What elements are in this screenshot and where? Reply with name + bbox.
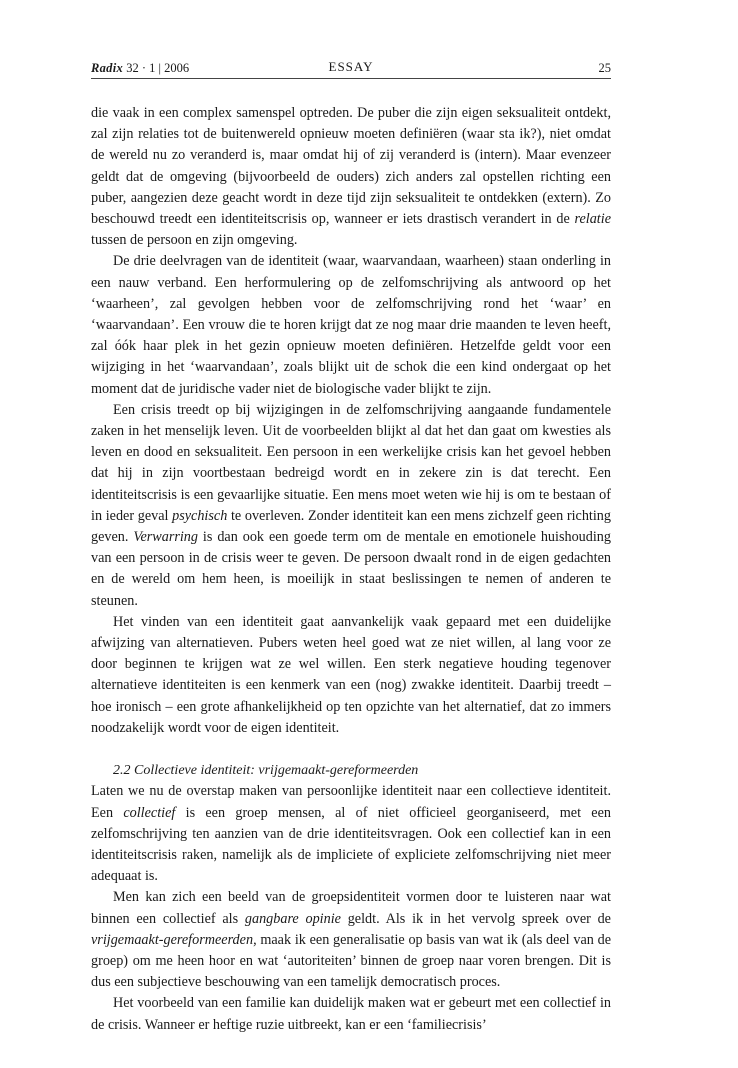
paragraph-6-text-a: Men kan zich een beeld van de groepsidentiteit vormen door te luisteren naar wat binnen een collectief als [91,889,611,927]
paragraph-3 [91,400,611,612]
paragraph-1 [91,103,611,251]
paragraph-6-text-c: , maak ik een generalisatie op basis van wat ik (als deel van de groep) om me heen hoor en wat ‘autoriteiten’ binnen de groep naar voren brengen. Dit is dus een subjectieve beschouwing van een tamelijk democratisch proces. [91,931,611,991]
paragraph-1-text-a: die vaak in een complex samenspel optreden. De puber die zijn eigen seksualiteit ontdekt, zal zijn relaties tot de buitenwereld opnieuw moeten definiëren (waar sta ik?), niet omdat de wereld nu zo veranderd is, maar omdat hij of zij veranderd is (intern). Maar evenzeer geldt dat de omgeving (bijvoorbeeld de ouders) zich anders zal opstellen richting een puber, aangezien deze geacht wordt in deze tijd zijn seksualiteit te ontdekken (extern). Zo beschouwd treedt een identiteitscrisis op, wanneer er iets drastisch verandert in de [91,105,611,228]
section-heading: 2.2 Collectieve identiteit: vrijgemaakt-gereformeerden [113,763,419,779]
paragraph-6 [91,887,611,993]
emphasis-relatie: relatie [574,211,611,228]
paragraph-5-text-b: is een groep mensen, al of niet officieel georganiseerd, met een zelfomschrijving ten aanzien van de drie identiteitsvragen. Ook een collectief kan in een identiteitscrisis raken, namelijk als de impliciete of expliciete zelfomschrijving niet meer adequaat is. [91,804,611,885]
paragraph-4: Het vinden van een identiteit gaat aanvankelijk vaak gepaard met een duidelijke afwijzing van alternatieven. Pubers weten heel goed wat ze niet willen, al lang voor ze door beginnen te krijgen wat ze wel willen. Een sterk negatieve houding tegenover alternatieve identiteiten is een kenmerk van een (nog) zwakke identiteit. Daarbij treedt – hoe ironisch – een grote afhankelijkheid op ten opzichte van het alternatief, dat zo immers noodzakelijk wordt voor de eigen identiteit. [91,613,611,736]
page [91,58,611,1036]
paragraph-6-text-b: geldt. Als ik in het vervolg spreek over de [340,910,611,927]
paragraph-3-text-a: Een crisis treedt op bij wijzigingen in de zelfomschrijving aangaande fundamentele zaken in het menselijk leven. Uit de voorbeelden blijkt al dat het dan gaat om kwesties als leven en dood en seksualiteit. Een persoon in een werkelijke crisis kan het gevoel hebben dat hij in zijn voortbestaan bedreigd wordt en in zekere zin is dat terecht. Een identiteitscrisis is een gevaarlijke situatie. Een mens moet weten wie hij is om te bestaan of in ieder geval [91,401,611,524]
paragraph-5-text-a: Laten we nu de overstap maken van persoonlijke identiteit naar een collectieve identiteit. Een [91,783,611,821]
paragraph-7: Het voorbeeld van een familie kan duidelijk maken wat er gebeurt met een collectief in de crisis. Wanneer er heftige ruzie uitbreekt, kan er een ‘familiecrisis’ [91,995,611,1033]
issue-info: 32 · 1 | 2006 [126,61,190,75]
running-head [91,58,611,79]
emphasis-vrijgemaakt-gereformeerden: vrijgemaakt-gereformeerden [91,931,254,948]
paragraph-1-text-b: tussen de persoon en zijn omgeving. [91,232,298,249]
emphasis-gangbare-opinie: gangbare opinie [244,910,341,927]
paragraph-3-text-b: te overleven. Zonder identiteit kan een mens zichzelf geen richting geven. [91,507,611,546]
emphasis-verwarring: Verwarring [133,529,198,546]
paragraph-3-text-c: is dan ook een goede term om de mentale en emotionele huishouding van een persoon in de crisis weer te geven. De persoon dwaalt rond in de eigen gedachten en de wereld om hem heen, is moeilijk in staat beslissingen te nemen of anderen te steunen. [91,529,611,609]
section-label: ESSAY [328,59,374,74]
emphasis-collectief: collectief [123,804,176,821]
page-number: 25 [598,61,611,75]
paragraph-5 [91,781,611,887]
emphasis-psychisch: psychisch [172,507,228,524]
article-body [91,103,611,1036]
paragraph-2: De drie deelvragen van de identiteit (waar, waarvandaan, waarheen) staan onderling in een nauw verband. Een herformulering op de zelfomschrijving als antwoord op het ‘waarheen’, zal gevolgen hebben voor de zelfomschrijving rond het ‘waar’ en ‘waarvandaan’. Een vrouw die te horen krijgt dat ze nog maar drie maanden te leven heeft, zal óók haar plek in het gezin opnieuw moeten definiëren. Hetzelfde geldt voor een wijziging in het ‘waarvandaan’, zoals blijkt uit de schok die een kind ondergaat op het moment dat de juridische vader niet de biologische vader blijkt te zijn. [91,253,611,397]
journal-name: Radix [91,61,124,75]
